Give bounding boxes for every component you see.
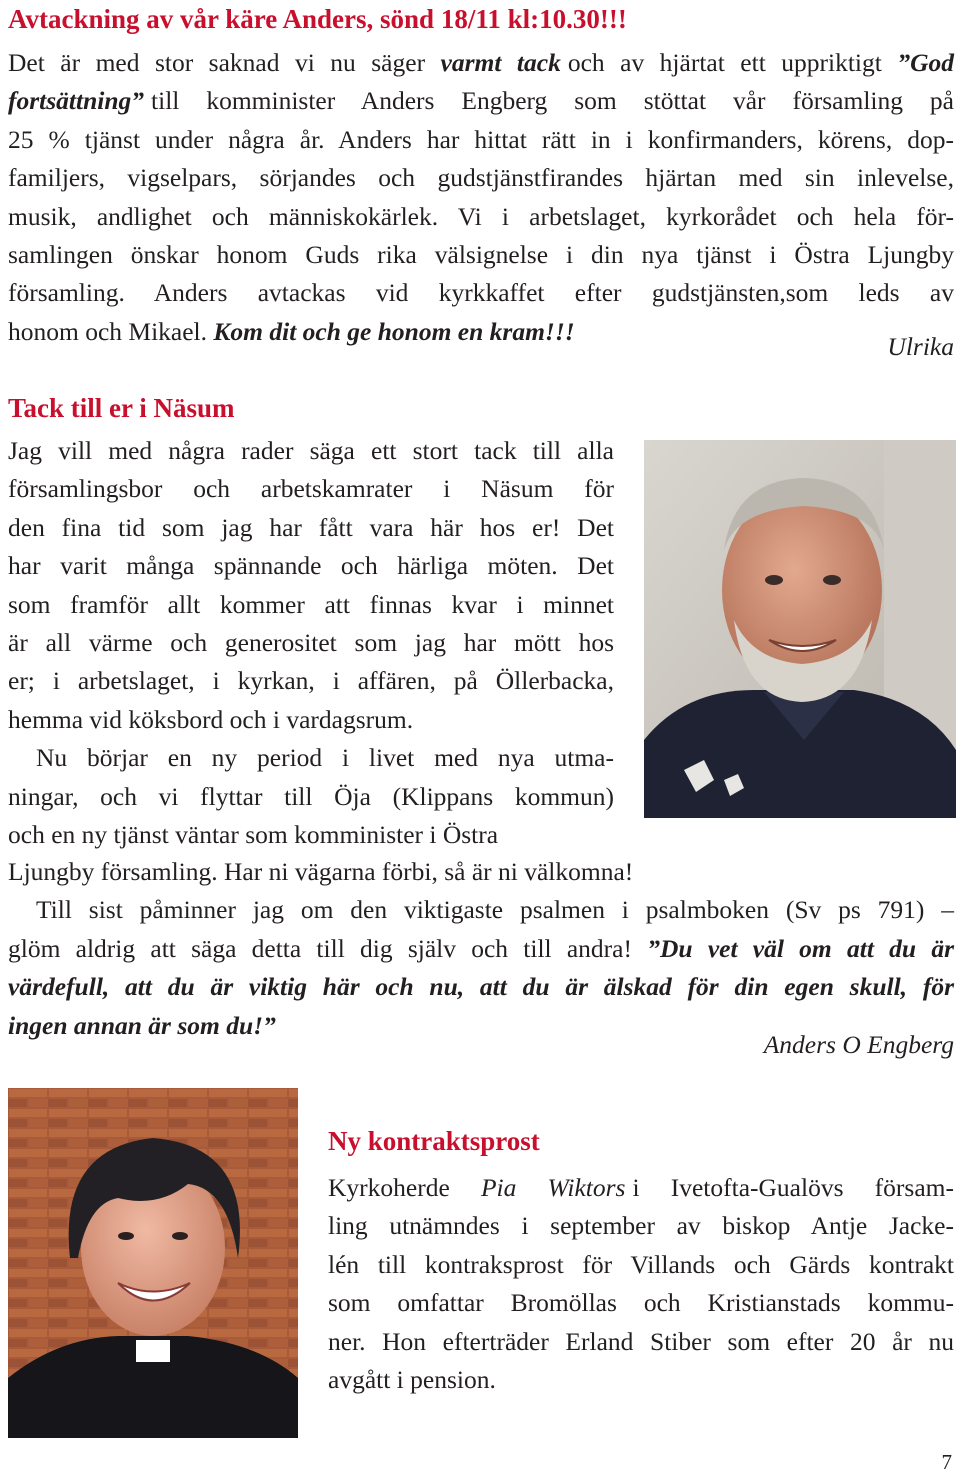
article1-heading: Avtackning av vår käre Anders, sönd 18/11 kl:10.30!!!: [8, 4, 627, 34]
text-line: [8, 778, 614, 816]
woman-portrait-image: [8, 1088, 298, 1438]
text-run: Det är med stor saknad vi nu säger: [8, 48, 441, 77]
pia-portrait-photo: [8, 1088, 298, 1438]
text-run: fortsättning”: [8, 86, 145, 116]
text-line: [328, 1284, 954, 1322]
text-run: glöm aldrig att säga detta till dig själv och till andra!: [8, 933, 648, 963]
text-line: [8, 968, 954, 1006]
text-run: Jag vill med några rader säga ett stort tack till alla: [8, 436, 614, 465]
text-run: lén till kontraksprost för Villands och Gärds kontrakt: [328, 1249, 954, 1279]
text-line: [8, 853, 954, 891]
text-line: [8, 198, 954, 236]
text-run: Nu börjar en ny period i livet med nya utma-: [36, 743, 614, 773]
text-run: den fina tid som jag har fått vara här hos er! Det: [8, 512, 614, 542]
text-line: [8, 509, 614, 547]
text-line: [8, 662, 614, 700]
text-line: [8, 930, 954, 968]
text-run: Till sist påminner jag om den viktigaste psalmen i psalmboken (Sv ps 791) –: [36, 895, 954, 925]
text-run: har varit många spännande och härliga möten. Det: [8, 551, 614, 581]
article3-heading: Ny kontraktsprost: [328, 1126, 540, 1156]
anders-portrait-photo: [644, 440, 956, 818]
text-line: [328, 1169, 954, 1207]
text-line: [8, 313, 954, 351]
text-run: Ljungby församling. Har ni vägarna förbi, så är ni välkomna!: [8, 857, 634, 886]
text-run: ling utnämndes i september av biskop Antje Jacke-: [328, 1211, 954, 1241]
text-run: Kyrkoherde: [328, 1173, 481, 1202]
text-line: [8, 159, 954, 197]
text-run: församlingsbor och arbetskamrater i Näsum för: [8, 474, 614, 504]
text-run: i Ivetofta-Gualövs försam-: [632, 1173, 954, 1202]
text-line: [8, 816, 614, 854]
text-run: till komminister Anders Engberg som stöttat vår församling på: [151, 86, 954, 116]
text-line: [328, 1361, 954, 1399]
text-run: ningar, och vi flyttar till Öja (Klippans kommun): [8, 781, 614, 811]
article2-body-narrow: [8, 432, 614, 854]
text-run: Kom dit och ge honom en kram!!!: [213, 316, 575, 346]
text-line: [8, 82, 954, 120]
text-line: [8, 891, 954, 929]
text-line: [8, 432, 614, 470]
text-run: och av hjärtat ett uppriktigt: [567, 48, 898, 77]
article2-heading: Tack till er i Näsum: [8, 393, 235, 423]
text-line: [8, 624, 614, 662]
text-run: som omfattar Bromöllas och Kristianstads kommu-: [328, 1288, 954, 1318]
text-run: 25 % tjänst under några år. Anders har hittat rätt in i konfirmanders, körens, dop-: [8, 124, 954, 154]
text-run: avgått i pension.: [328, 1364, 496, 1394]
text-run: samlingen önskar honom Guds rika välsignelse i din nya tjänst i Östra Ljungby: [8, 239, 954, 269]
text-line: [328, 1323, 954, 1361]
page-number: 7: [941, 1450, 952, 1474]
text-run: värdefull, att du är viktig här och nu, att du är älskad för din egen skull, för: [8, 972, 954, 1002]
text-run: ingen annan är som du!”: [8, 1010, 276, 1040]
article1-body: [8, 44, 954, 351]
text-line: [8, 121, 954, 159]
text-run: varmt tack: [440, 48, 561, 77]
text-run: er; i arbetslaget, i kyrkan, i affären, på Öllerbacka,: [8, 666, 614, 696]
text-run: Pia Wiktors: [480, 1173, 626, 1202]
text-line: [8, 470, 614, 508]
text-line: [328, 1246, 954, 1284]
article2-body-wide: [8, 853, 954, 1045]
text-run: och en ny tjänst väntar som komminister i Östra: [8, 819, 499, 849]
text-run: musik, andlighet och människokärlek. Vi i arbetslaget, kyrkorådet och hela för-: [8, 201, 954, 231]
text-run: hemma vid köksbord och i vardagsrum.: [8, 704, 414, 734]
text-run: ”God: [897, 48, 954, 77]
text-run: familjers, vigselpars, sörjandes och gudstjänstfirandes hjärtan med sin inlevelse,: [8, 163, 954, 193]
man-portrait-image: [644, 440, 956, 818]
text-line: [8, 586, 614, 624]
text-line: [8, 274, 954, 312]
article3-body: [328, 1169, 954, 1399]
text-run: församling. Anders avtackas vid kyrkkaffet efter gudstjänsten,som leds av: [8, 278, 954, 308]
text-line: [8, 547, 614, 585]
text-run: som framför allt kommer att finnas kvar i minnet: [8, 589, 614, 619]
text-line: [8, 701, 614, 739]
text-line: [328, 1207, 954, 1245]
text-line: [8, 739, 614, 777]
text-run: ner. Hon efterträder Erland Stiber som efter 20 år nu: [328, 1326, 954, 1356]
text-line: [8, 236, 954, 274]
article1-signature: Ulrika: [887, 332, 954, 361]
text-line: [8, 44, 954, 82]
article2-signature: Anders O Engberg: [763, 1030, 954, 1059]
text-run: honom och Mikael.: [8, 316, 214, 346]
text-run: ”Du vet väl om att du är: [647, 933, 954, 963]
text-run: är all värme och generositet som jag har mött hos: [8, 627, 614, 657]
